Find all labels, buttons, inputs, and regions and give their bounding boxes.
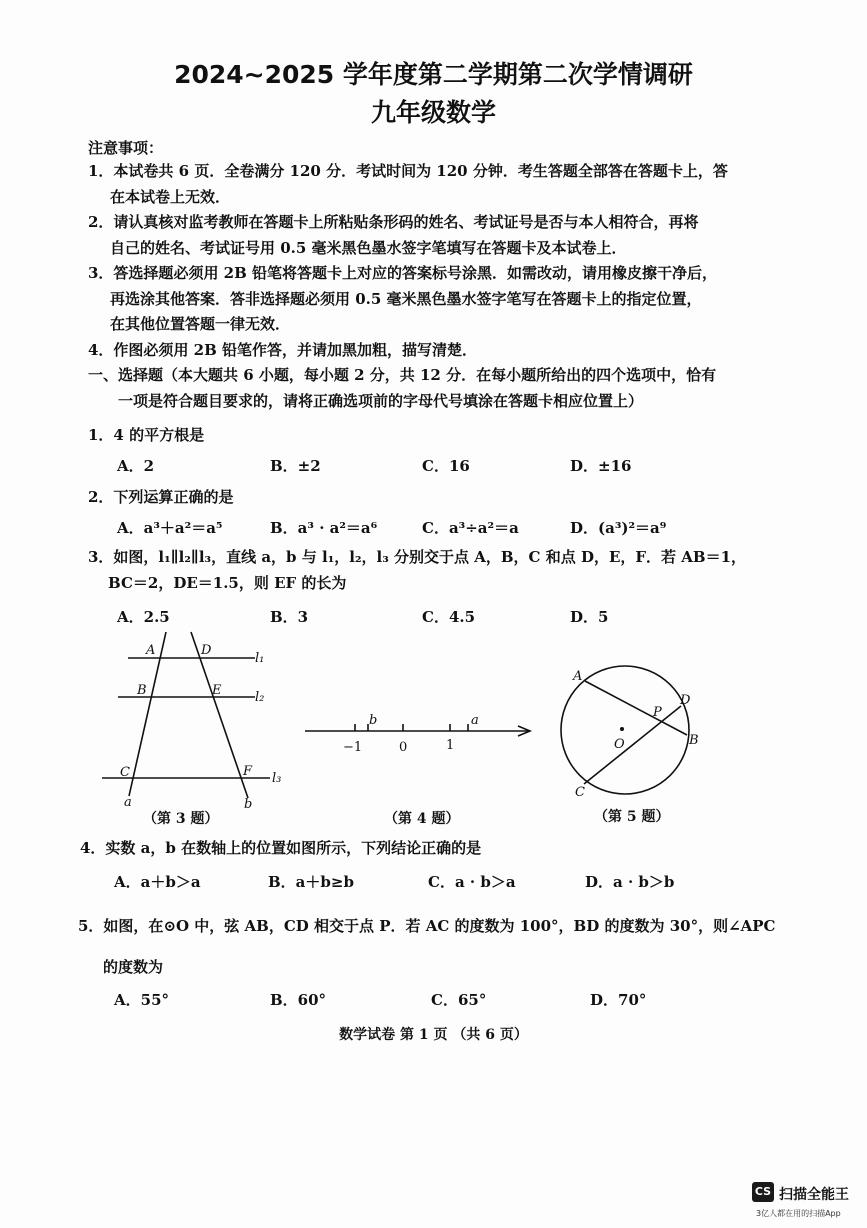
q5-option-c: C．65° <box>431 991 487 1009</box>
q1-option-a: A．2 <box>117 457 155 475</box>
q2-option-d: D．(a³)²＝a⁹ <box>570 519 667 537</box>
fig3-label-l3: l₃ <box>272 771 282 786</box>
fig3-label-b: b <box>244 797 253 812</box>
q5-option-b: B．60° <box>270 991 327 1009</box>
q4-option-d: D．a · b＞b <box>585 873 675 891</box>
exam-subtitle: 九年级数学 <box>370 98 496 127</box>
q4-option-c: C．a · b＞a <box>428 873 516 891</box>
q2-option-c: C．a³÷a²＝a <box>422 519 519 537</box>
question-3-stem-cont: BC＝2，DE＝1.5，则 EF 的长为 <box>108 574 347 592</box>
fig3-label-l2: l₂ <box>255 690 265 705</box>
q1-option-c: C．16 <box>422 457 470 475</box>
fig3-label-l1: l₁ <box>255 651 265 666</box>
note-line: 3．答选择题必须用 2B 铅笔将答题卡上对应的答案标号涂黑．如需改动，请用橡皮擦干净后， <box>88 264 718 282</box>
question-3-stem: 3．如图，l₁∥l₂∥l₃，直线 a，b 与 l₁，l₂，l₃ 分别交于点 A，B，C 和点 D，E，F．若 AB＝1， <box>88 548 747 566</box>
page-footer: 数学试卷 第 1 页 （共 6 页） <box>339 1027 528 1043</box>
question-4-stem: 4．实数 a，b 在数轴上的位置如图所示，下列结论正确的是 <box>80 839 482 857</box>
q3-option-a: A．2.5 <box>117 608 170 626</box>
q2-option-a: A．a³＋a²＝a⁵ <box>117 519 223 537</box>
fig5-caption: （第 5 题） <box>594 809 670 825</box>
q5-option-d: D．70° <box>590 991 647 1009</box>
figure-5 <box>561 666 689 794</box>
fig4-caption: （第 4 题） <box>384 811 460 827</box>
fig5-label-D: D <box>680 693 691 708</box>
note-line: 在本试卷上无效． <box>110 188 231 206</box>
fig5-label-A: A <box>573 669 583 684</box>
question-1-stem: 1．4 的平方根是 <box>88 426 205 444</box>
fig3-caption: （第 3 题） <box>143 811 219 827</box>
figure-4 <box>305 724 530 736</box>
q4-option-b: B．a＋b≥b <box>268 873 354 891</box>
fig5-label-C: C <box>575 785 585 800</box>
scanner-name: 扫描全能王 <box>779 1187 849 1203</box>
fig3-label-A: A <box>146 643 156 658</box>
fig4-tick-one: 1 <box>446 738 455 753</box>
question-2-stem: 2．下列运算正确的是 <box>88 488 234 506</box>
chord-cd <box>584 706 681 784</box>
fig3-label-D: D <box>201 643 212 658</box>
fig3-label-a: a <box>124 795 132 810</box>
notes-heading: 注意事项： <box>88 139 164 157</box>
note-line: 2．请认真核对监考教师在答题卡上所粘贴条形码的姓名、考试证号是否与本人相符合，再将 <box>88 213 699 231</box>
q3-option-b: B．3 <box>270 608 309 626</box>
fig4-label-b: b <box>369 713 378 728</box>
center-point <box>620 727 624 731</box>
chord-ab <box>585 681 687 735</box>
note-line: 4．作图必须用 2B 铅笔作答，并请加黑加粗，描写清楚． <box>88 341 477 359</box>
scanner-logo: CS <box>752 1182 774 1202</box>
q5-option-a: A．55° <box>114 991 170 1009</box>
fig4-tick-neg1: −1 <box>343 740 363 755</box>
fig3-label-F: F <box>243 764 253 779</box>
section-heading-cont: 一项是符合题目要求的，请将正确选项前的字母代号填涂在答题卡相应位置上） <box>118 392 644 410</box>
circle-o <box>561 666 689 794</box>
fig5-label-P: P <box>653 705 662 720</box>
fig5-label-B: B <box>689 733 699 748</box>
fig5-label-O: O <box>614 737 625 752</box>
q3-option-c: C．4.5 <box>422 608 476 626</box>
fig3-label-C: C <box>120 765 130 780</box>
fig3-label-B: B <box>137 683 147 698</box>
figures-area <box>0 620 867 835</box>
note-line: 在其他位置答题一律无效． <box>110 315 291 333</box>
scanner-slogan: 3亿人都在用的扫描App <box>756 1209 841 1218</box>
section-heading: 一、选择题（本大题共 6 小题，每小题 2 分，共 12 分．在每小题所给出的四个选项中，恰有 <box>88 366 717 384</box>
fig4-label-a: a <box>471 713 479 728</box>
question-5-stem: 5．如图，在⊙O 中，弦 AB，CD 相交于点 P．若 AC 的度数为 100°，BD 的度数为 30°，则∠APC <box>78 917 776 935</box>
note-line: 再选涂其他答案．答非选择题必须用 0.5 毫米黑色墨水签字笔写在答题卡上的指定位置， <box>110 290 702 308</box>
fig4-tick-zero: 0 <box>399 740 408 755</box>
question-5-stem-cont: 的度数为 <box>103 958 164 976</box>
note-line: 1．本试卷共 6 页．全卷满分 120 分．考试时间为 120 分钟．考生答题全部答在答题卡上，答 <box>88 162 728 180</box>
q2-option-b: B．a³ · a²＝a⁶ <box>270 519 378 537</box>
q1-option-b: B．±2 <box>270 457 321 475</box>
line-b <box>191 632 248 798</box>
exam-title: 2024~2025 学年度第二学期第二次学情调研 <box>174 60 693 89</box>
fig3-label-E: E <box>212 683 222 698</box>
note-line: 自己的姓名、考试证号用 0.5 毫米黑色墨水签字笔填写在答题卡及本试卷上． <box>110 239 627 257</box>
q4-option-a: A．a＋b＞a <box>114 873 201 891</box>
q1-option-d: D．±16 <box>570 457 632 475</box>
q3-option-d: D．5 <box>570 608 609 626</box>
